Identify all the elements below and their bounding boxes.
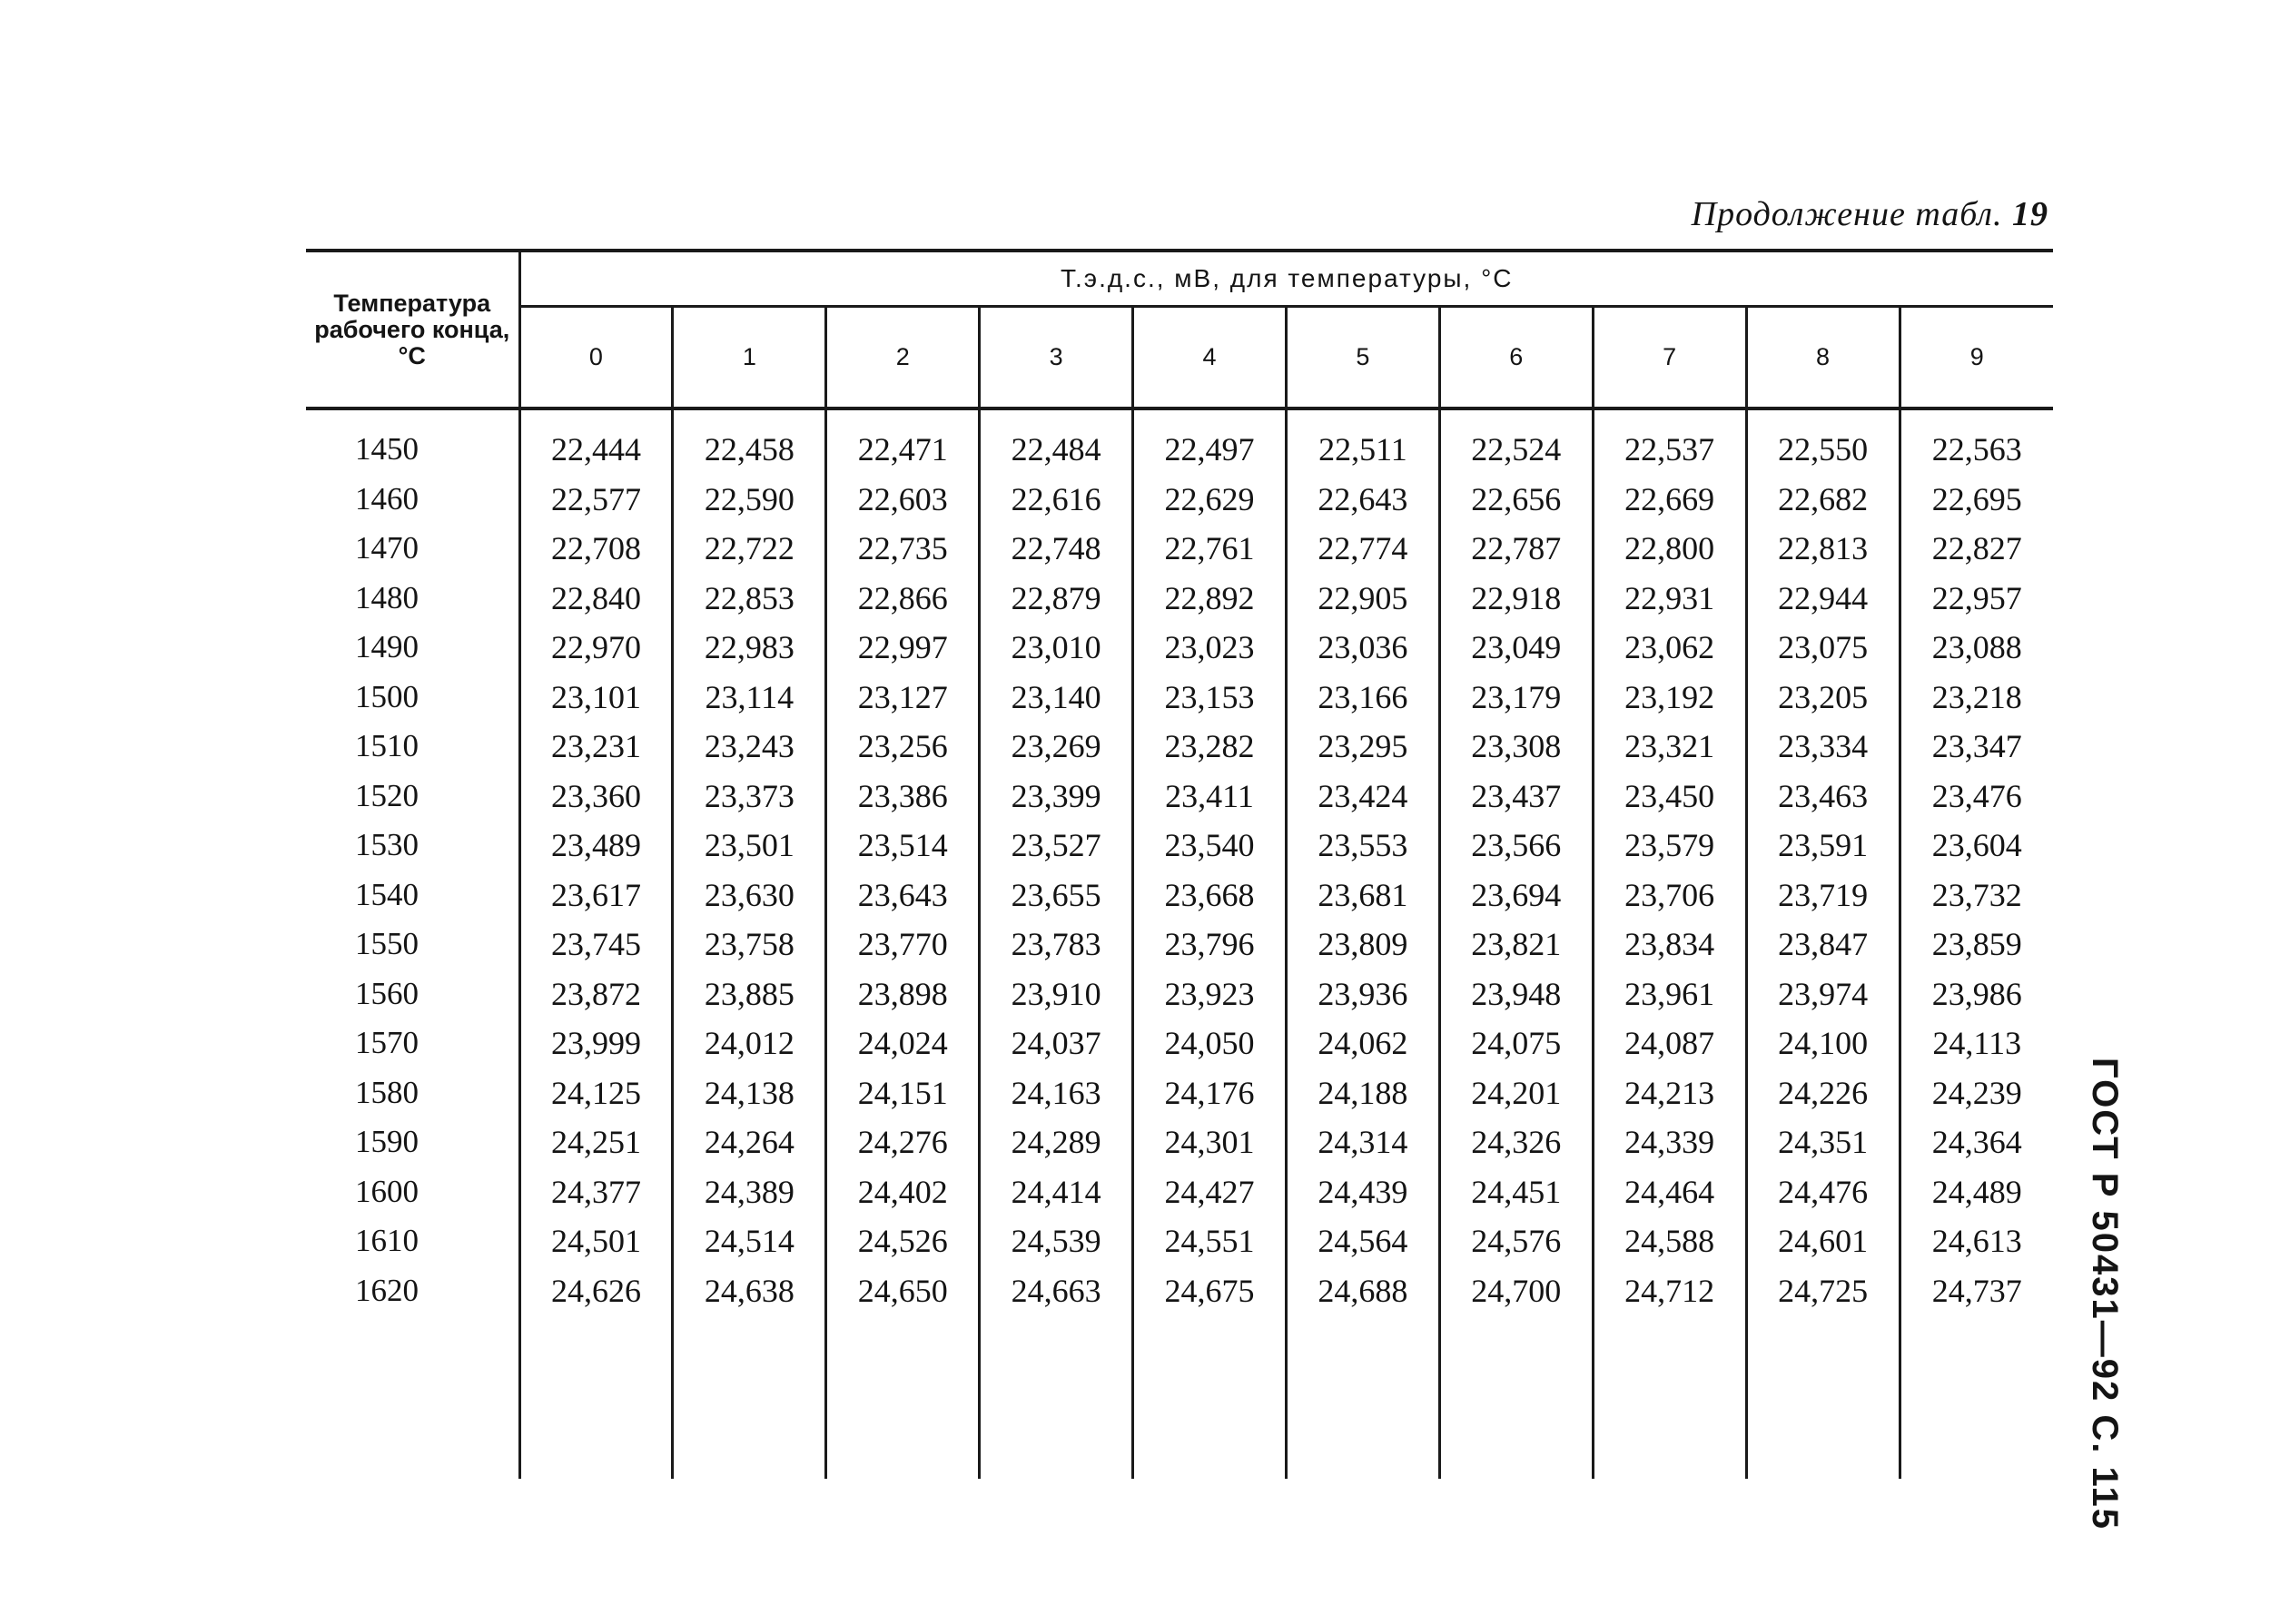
spacer-cell [980, 408, 1133, 425]
emf-value-cell: 22,471 [826, 425, 980, 475]
emf-value-cell: 23,282 [1133, 722, 1287, 772]
emf-value-cell: 23,062 [1593, 623, 1746, 673]
spacer-cell [1900, 408, 2053, 425]
spacer-cell [1593, 408, 1746, 425]
group-header-cell: Т.э.д.с., мВ, для температуры, °С [519, 251, 2053, 307]
emf-value-cell: 24,037 [980, 1019, 1133, 1068]
emf-value-cell: 22,983 [673, 623, 826, 673]
emf-value-cell: 23,566 [1439, 821, 1593, 871]
table-row [306, 821, 2053, 871]
emf-value-cell: 22,577 [519, 475, 673, 525]
emf-value-cell: 23,681 [1286, 871, 1439, 920]
spacer-cell [826, 408, 980, 425]
emf-value-cell: 23,540 [1133, 821, 1287, 871]
table-row [306, 475, 2053, 525]
emf-value-cell: 24,737 [1931, 1272, 2022, 1309]
emf-value-cell: 24,377 [519, 1167, 673, 1217]
temperature-cell: 1610 [306, 1216, 519, 1266]
emf-value-cell: 22,695 [1931, 480, 2022, 517]
emf-value-cell: 23,088 [1931, 629, 2022, 666]
table-header [306, 251, 2053, 408]
emf-value-cell: 23,192 [1593, 673, 1746, 723]
filler-cell [1133, 1315, 1287, 1479]
emf-value-cell: 22,484 [980, 425, 1133, 475]
emf-value-cell: 22,603 [826, 475, 980, 525]
emf-value-cell: 23,770 [826, 920, 980, 969]
temperature-cell: 1500 [306, 673, 519, 723]
emf-value-cell: 24,712 [1593, 1266, 1746, 1316]
table-row [306, 623, 2053, 673]
emf-value-cell: 23,308 [1439, 722, 1593, 772]
emf-value-cell: 22,761 [1133, 524, 1287, 574]
emf-value-cell: 24,601 [1746, 1216, 1900, 1266]
emf-value-cell: 24,264 [673, 1117, 826, 1167]
digit-header-7: 7 [1593, 307, 1746, 408]
emf-value-cell: 23,205 [1746, 673, 1900, 723]
emf-value-cell: 23,114 [673, 673, 826, 723]
emf-value-cell: 22,918 [1439, 574, 1593, 624]
emf-value-cell: 24,087 [1593, 1019, 1746, 1068]
digit-header-1: 1 [673, 307, 826, 408]
emf-value-cell: 22,537 [1593, 425, 1746, 475]
filler-cell [1746, 1315, 1900, 1479]
emf-value-cell: 23,847 [1746, 920, 1900, 969]
table-row [306, 1167, 2053, 1217]
emf-value-cell: 22,774 [1286, 524, 1439, 574]
emf-value-cell: 24,314 [1286, 1117, 1439, 1167]
emf-value-cell: 22,669 [1593, 475, 1746, 525]
emf-value-cell: 24,514 [673, 1216, 826, 1266]
spacer-cell [673, 408, 826, 425]
table-row [306, 574, 2053, 624]
emf-value-cell: 23,910 [980, 969, 1133, 1019]
filler-cell [1439, 1315, 1593, 1479]
emf-value-cell: 24,188 [1286, 1068, 1439, 1118]
emf-value-cell: 24,075 [1439, 1019, 1593, 1068]
emf-value-cell: 24,125 [519, 1068, 673, 1118]
emf-value-cell: 22,656 [1439, 475, 1593, 525]
emf-value-cell: 22,497 [1133, 425, 1287, 475]
emf-value-cell: 22,735 [826, 524, 980, 574]
emf-value-cell: 24,050 [1133, 1019, 1287, 1068]
emf-value-cell: 22,643 [1286, 475, 1439, 525]
digit-header-9: 9 [1900, 307, 2053, 408]
table-caption [1692, 194, 2048, 234]
digit-header-row [306, 307, 2053, 408]
emf-value-cell: 23,706 [1593, 871, 1746, 920]
emf-value-cell: 22,813 [1746, 524, 1900, 574]
emf-value-cell: 23,936 [1286, 969, 1439, 1019]
emf-value-cell: 24,464 [1593, 1167, 1746, 1217]
emf-value-cell: 23,153 [1133, 673, 1287, 723]
digit-header-5: 5 [1286, 307, 1439, 408]
emf-value-cell: 23,424 [1286, 772, 1439, 822]
temperature-cell: 1510 [306, 722, 519, 772]
emf-value-cell: 23,834 [1593, 920, 1746, 969]
emf-value-cell: 23,885 [673, 969, 826, 1019]
emf-value-cell: 24,213 [1593, 1068, 1746, 1118]
emf-value-cell: 23,399 [980, 772, 1133, 822]
emf-value-cell: 22,853 [673, 574, 826, 624]
table-body [306, 408, 2053, 1479]
emf-value-cell: 24,138 [673, 1068, 826, 1118]
emf-value-cell: 23,986 [1931, 975, 2022, 1012]
emf-value-cell: 24,062 [1286, 1019, 1439, 1068]
digit-header-3: 3 [980, 307, 1133, 408]
emf-value-cell: 23,101 [519, 673, 673, 723]
emf-value-cell: 22,708 [519, 524, 673, 574]
emf-value-cell: 24,113 [1932, 1025, 2022, 1062]
emf-value-cell: 24,427 [1133, 1167, 1287, 1217]
emf-value-cell: 24,176 [1133, 1068, 1287, 1118]
emf-value-cell: 24,551 [1133, 1216, 1287, 1266]
emf-value-cell: 24,239 [1931, 1074, 2022, 1111]
emf-value-cell: 24,663 [980, 1266, 1133, 1316]
emf-value-cell: 22,840 [519, 574, 673, 624]
emf-value-cell: 22,879 [980, 574, 1133, 624]
table-row [306, 425, 2053, 475]
emf-value-cell: 23,579 [1593, 821, 1746, 871]
spacer-cell [519, 408, 673, 425]
emf-value-cell: 22,511 [1286, 425, 1439, 475]
emf-value-cell: 24,439 [1286, 1167, 1439, 1217]
emf-value-cell: 22,682 [1746, 475, 1900, 525]
emf-value-cell: 22,629 [1133, 475, 1287, 525]
table-row [306, 920, 2053, 969]
emf-value-cell: 22,563 [1931, 431, 2022, 468]
emf-value-cell: 24,564 [1286, 1216, 1439, 1266]
temperature-cell: 1560 [306, 969, 519, 1019]
emf-value-cell: 22,866 [826, 574, 980, 624]
emf-value-cell: 24,163 [980, 1068, 1133, 1118]
table-row [306, 772, 2053, 822]
digit-header-4: 4 [1133, 307, 1287, 408]
spacer-cell [1746, 408, 1900, 425]
emf-value-cell: 22,722 [673, 524, 826, 574]
emf-value-cell: 23,514 [826, 821, 980, 871]
emf-value-cell: 23,630 [673, 871, 826, 920]
emf-value-cell: 23,591 [1746, 821, 1900, 871]
table-row [306, 722, 2053, 772]
emf-value-cell: 22,827 [1931, 530, 2022, 567]
emf-value-cell: 23,166 [1286, 673, 1439, 723]
emf-value-cell: 24,414 [980, 1167, 1133, 1217]
emf-value-cell: 23,821 [1439, 920, 1593, 969]
emf-value-cell: 24,251 [519, 1117, 673, 1167]
emf-value-cell: 23,476 [1931, 777, 2022, 814]
emf-value-cell: 23,411 [1133, 772, 1287, 822]
emf-value-cell: 22,748 [980, 524, 1133, 574]
emf-value-cell: 24,626 [519, 1266, 673, 1316]
emf-value-cell: 23,295 [1286, 722, 1439, 772]
temperature-cell: 1600 [306, 1167, 519, 1217]
table-filler-row [306, 1315, 2053, 1479]
emf-value-cell: 22,458 [673, 425, 826, 475]
emf-value-cell: 24,100 [1746, 1019, 1900, 1068]
emf-value-cell: 23,961 [1593, 969, 1746, 1019]
emf-value-cell: 23,075 [1746, 623, 1900, 673]
emf-value-cell: 23,036 [1286, 623, 1439, 673]
emf-value-cell: 23,668 [1133, 871, 1287, 920]
emf-value-cell: 23,360 [519, 772, 673, 822]
emf-value-cell: 24,725 [1746, 1266, 1900, 1316]
emf-value-cell: 23,334 [1746, 722, 1900, 772]
emf-value-cell: 22,550 [1746, 425, 1900, 475]
emf-value-cell: 23,745 [519, 920, 673, 969]
emf-value-cell: 22,524 [1439, 425, 1593, 475]
temperature-cell: 1550 [306, 920, 519, 969]
emf-value-cell: 23,489 [519, 821, 673, 871]
emf-value-cell: 23,023 [1133, 623, 1287, 673]
emf-value-cell: 24,012 [673, 1019, 826, 1068]
temperature-cell: 1570 [306, 1019, 519, 1068]
emf-value-cell: 23,617 [519, 871, 673, 920]
emf-value-cell: 24,501 [519, 1216, 673, 1266]
spacer-cell [1133, 408, 1287, 425]
emf-value-cell: 24,351 [1746, 1117, 1900, 1167]
emf-value-cell: 22,957 [1931, 579, 2022, 616]
emf-value-cell: 22,892 [1133, 574, 1287, 624]
emf-value-cell: 23,898 [826, 969, 980, 1019]
emf-value-cell: 22,787 [1439, 524, 1593, 574]
emf-value-cell: 24,276 [826, 1117, 980, 1167]
table-row [306, 871, 2053, 920]
emf-value-cell: 23,140 [980, 673, 1133, 723]
emf-value-cell: 24,201 [1439, 1068, 1593, 1118]
standard-page-label: ГОСТ Р 50431—92 С. 115 [2085, 1058, 2125, 1530]
emf-value-cell: 23,859 [1931, 926, 2022, 963]
emf-value-cell: 23,999 [519, 1019, 673, 1068]
emf-value-cell: 23,948 [1439, 969, 1593, 1019]
filler-cell [306, 1315, 519, 1479]
emf-value-cell: 23,256 [826, 722, 980, 772]
spacer-cell [1286, 408, 1439, 425]
emf-value-cell: 23,373 [673, 772, 826, 822]
emf-value-cell: 22,905 [1286, 574, 1439, 624]
filler-cell [1593, 1315, 1746, 1479]
emf-value-cell: 24,489 [1931, 1173, 2022, 1210]
caption-table-number: 19 [2012, 195, 2048, 233]
emf-value-cell: 22,931 [1593, 574, 1746, 624]
emf-value-cell: 24,301 [1133, 1117, 1287, 1167]
emf-value-cell: 24,024 [826, 1019, 980, 1068]
emf-value-cell: 23,049 [1439, 623, 1593, 673]
emf-value-cell: 22,970 [519, 623, 673, 673]
filler-cell [519, 1315, 673, 1479]
emf-value-cell: 23,758 [673, 920, 826, 969]
temperature-cell: 1520 [306, 772, 519, 822]
emf-value-cell: 24,539 [980, 1216, 1133, 1266]
temperature-cell: 1490 [306, 623, 519, 673]
spacer-cell [1439, 408, 1593, 425]
emf-table [306, 249, 2053, 1479]
emf-value-cell: 24,451 [1439, 1167, 1593, 1217]
emf-value-cell: 23,974 [1746, 969, 1900, 1019]
emf-value-cell: 24,650 [826, 1266, 980, 1316]
table-row [306, 1117, 2053, 1167]
emf-value-cell: 23,010 [980, 623, 1133, 673]
emf-value-cell: 24,364 [1931, 1124, 2022, 1161]
emf-value-cell: 24,588 [1593, 1216, 1746, 1266]
emf-value-cell: 24,151 [826, 1068, 980, 1118]
emf-value-cell: 23,231 [519, 722, 673, 772]
emf-table-container [306, 249, 2053, 1479]
filler-cell [673, 1315, 826, 1479]
emf-value-cell: 24,326 [1439, 1117, 1593, 1167]
emf-value-cell: 24,389 [673, 1167, 826, 1217]
filler-cell [826, 1315, 980, 1479]
table-row [306, 1068, 2053, 1118]
emf-value-cell: 23,450 [1593, 772, 1746, 822]
emf-value-cell: 23,694 [1439, 871, 1593, 920]
emf-value-cell: 24,226 [1746, 1068, 1900, 1118]
spacer-cell [306, 408, 519, 425]
emf-value-cell: 24,289 [980, 1117, 1133, 1167]
temperature-cell: 1620 [306, 1266, 519, 1316]
emf-value-cell: 24,700 [1439, 1266, 1593, 1316]
emf-value-cell: 22,590 [673, 475, 826, 525]
temperature-cell: 1460 [306, 475, 519, 525]
temperature-cell: 1470 [306, 524, 519, 574]
emf-value-cell: 23,872 [519, 969, 673, 1019]
emf-value-cell: 24,576 [1439, 1216, 1593, 1266]
emf-value-cell: 23,386 [826, 772, 980, 822]
table-row [306, 969, 2053, 1019]
temperature-cell: 1530 [306, 821, 519, 871]
digit-header-2: 2 [826, 307, 980, 408]
emf-value-cell: 24,476 [1746, 1167, 1900, 1217]
temperature-cell: 1450 [306, 425, 519, 475]
temperature-cell: 1540 [306, 871, 519, 920]
row-header-cell: Температура рабочего конца, °С [306, 251, 519, 408]
table-row [306, 1266, 2053, 1316]
digit-header-6: 6 [1439, 307, 1593, 408]
emf-value-cell: 23,783 [980, 920, 1133, 969]
emf-value-cell: 23,269 [980, 722, 1133, 772]
emf-value-cell: 23,527 [980, 821, 1133, 871]
emf-value-cell: 23,243 [673, 722, 826, 772]
filler-cell [1900, 1315, 2053, 1479]
digit-header-8: 8 [1746, 307, 1900, 408]
temperature-cell: 1580 [306, 1068, 519, 1118]
table-row [306, 524, 2053, 574]
emf-value-cell: 24,402 [826, 1167, 980, 1217]
temperature-cell: 1590 [306, 1117, 519, 1167]
emf-value-cell: 23,719 [1746, 871, 1900, 920]
emf-value-cell: 23,501 [673, 821, 826, 871]
emf-value-cell: 23,218 [1931, 678, 2022, 715]
caption-text: Продолжение табл. [1691, 195, 2003, 233]
emf-value-cell: 24,638 [673, 1266, 826, 1316]
emf-value-cell: 23,463 [1746, 772, 1900, 822]
emf-value-cell: 23,643 [826, 871, 980, 920]
emf-value-cell: 22,944 [1746, 574, 1900, 624]
emf-value-cell: 23,923 [1133, 969, 1287, 1019]
emf-value-cell: 23,321 [1593, 722, 1746, 772]
emf-value-cell: 23,655 [980, 871, 1133, 920]
digit-header-0: 0 [519, 307, 673, 408]
emf-value-cell: 22,444 [519, 425, 673, 475]
filler-cell [980, 1315, 1133, 1479]
emf-value-cell: 23,347 [1931, 728, 2022, 765]
table-row [306, 1019, 2053, 1068]
emf-value-cell: 24,613 [1931, 1223, 2022, 1260]
emf-value-cell: 23,732 [1931, 876, 2022, 913]
table-spacer-row [306, 408, 2053, 425]
table-row [306, 673, 2053, 723]
emf-value-cell: 23,127 [826, 673, 980, 723]
temperature-cell: 1480 [306, 574, 519, 624]
emf-value-cell: 22,997 [826, 623, 980, 673]
emf-value-cell: 23,437 [1439, 772, 1593, 822]
emf-value-cell: 23,796 [1133, 920, 1287, 969]
emf-value-cell: 22,800 [1593, 524, 1746, 574]
emf-value-cell: 23,179 [1439, 673, 1593, 723]
emf-value-cell: 24,526 [826, 1216, 980, 1266]
filler-cell [1286, 1315, 1439, 1479]
emf-value-cell: 23,553 [1286, 821, 1439, 871]
emf-value-cell: 24,675 [1133, 1266, 1287, 1316]
table-row [306, 1216, 2053, 1266]
emf-value-cell: 22,616 [980, 475, 1133, 525]
emf-value-cell: 24,339 [1593, 1117, 1746, 1167]
emf-value-cell: 23,604 [1931, 827, 2022, 864]
emf-value-cell: 23,809 [1286, 920, 1439, 969]
emf-value-cell: 24,688 [1286, 1266, 1439, 1316]
